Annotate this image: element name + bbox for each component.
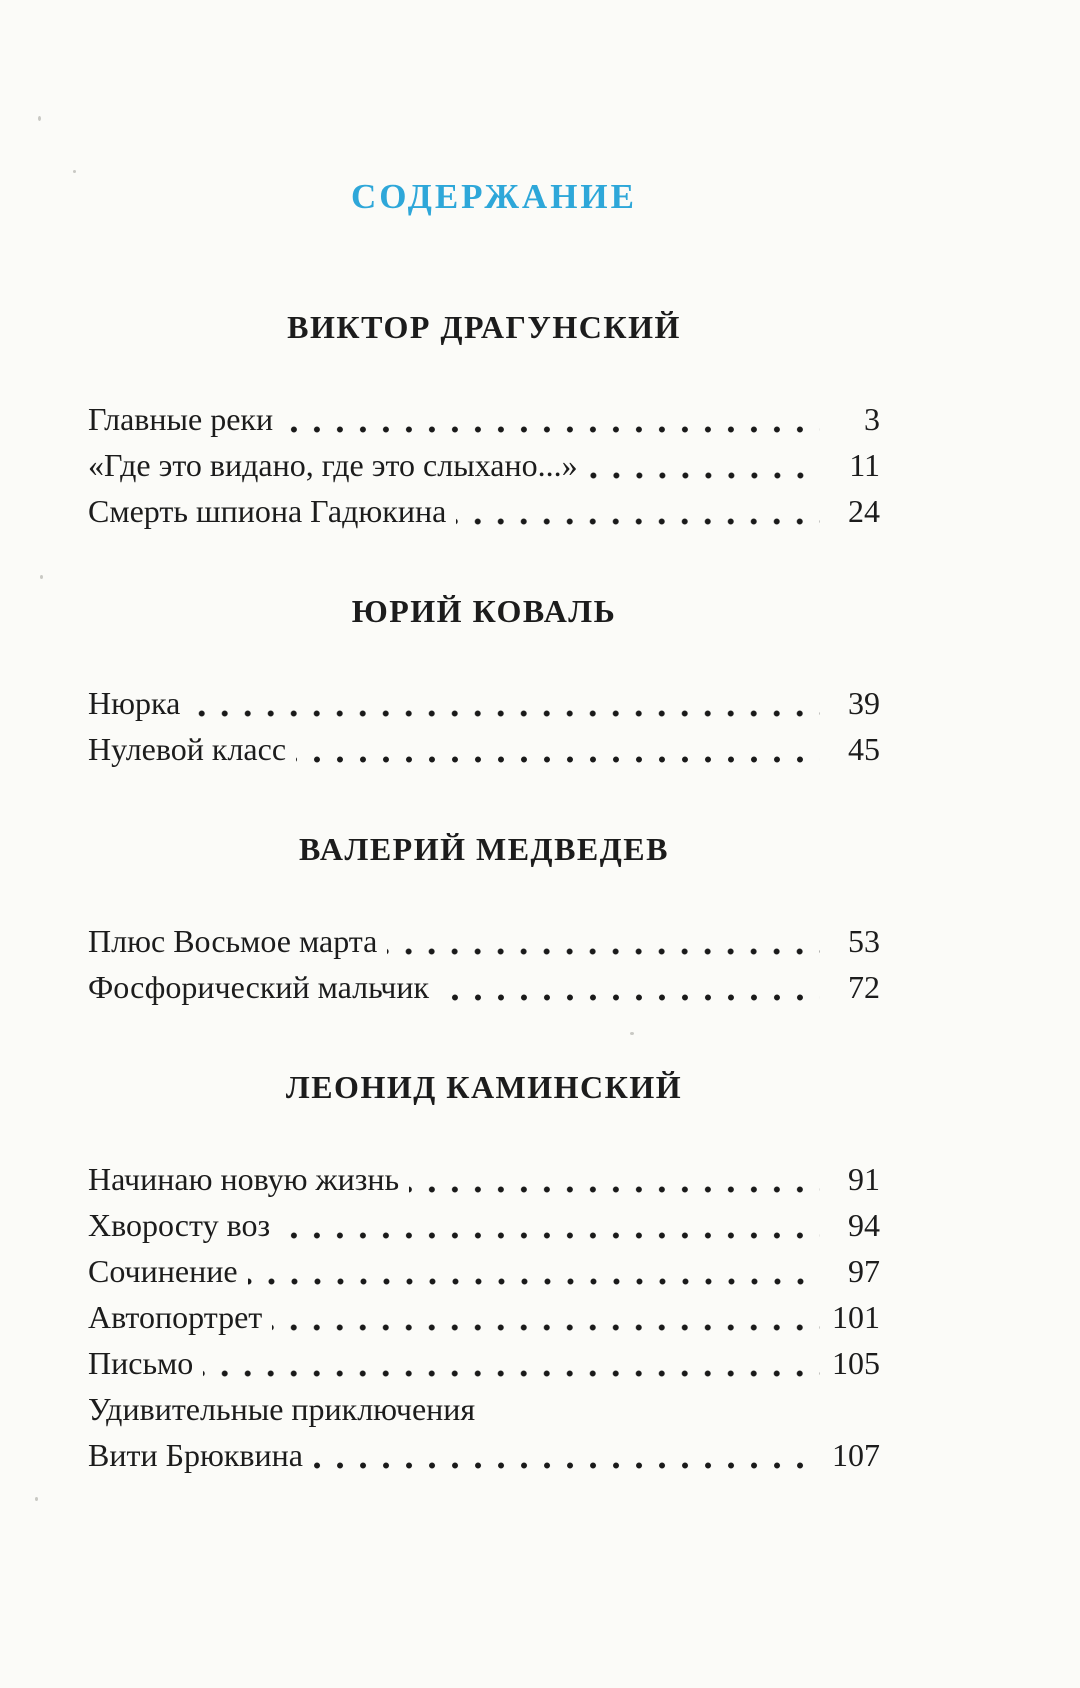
toc-entry-page: 105 (832, 1345, 880, 1381)
dot-leader (588, 472, 820, 479)
toc-entry-page: 107 (832, 1437, 880, 1473)
author-heading: ВИКТОР ДРАГУНСКИЙ (287, 309, 681, 345)
toc-entry (88, 1432, 880, 1478)
dot-leader (456, 518, 820, 525)
toc-entry (88, 1248, 880, 1294)
scan-speck (40, 575, 43, 579)
dot-leader (190, 710, 820, 717)
dot-leader (313, 1462, 820, 1469)
toc-entry-title: Хворосту воз (88, 1207, 271, 1243)
toc-entry (88, 726, 880, 772)
dot-leader (280, 1232, 820, 1239)
contents-title: СОДЕРЖАНИЕ (350, 177, 637, 216)
toc-entry (88, 1156, 880, 1202)
scan-speck (73, 170, 76, 173)
toc-entry-title: Автопортрет (88, 1299, 263, 1335)
scan-speck (38, 116, 41, 121)
section-dragunsky (88, 306, 880, 534)
author-heading: ВАЛЕРИЙ МЕДВЕДЕВ (299, 831, 669, 867)
toc-entry-page: 3 (864, 401, 880, 437)
toc-entry-title: Нюрка (88, 685, 181, 721)
dot-leader (439, 994, 820, 1001)
toc-entry (88, 964, 880, 1010)
toc-entry-title: Смерть шпиона Гадюкина (88, 493, 447, 529)
toc-entry-title: Фосфорический мальчик (88, 969, 430, 1005)
dot-leader (296, 756, 820, 763)
dot-leader (283, 426, 820, 433)
table-of-contents (88, 306, 880, 1478)
toc-entry-page: 72 (848, 969, 880, 1005)
dot-leader (387, 948, 820, 955)
toc-entry-page: 24 (848, 493, 880, 529)
toc-entry (88, 396, 880, 442)
section-kaminsky (88, 1066, 880, 1478)
scan-speck (35, 1497, 38, 1501)
toc-entry-two-line (88, 1386, 880, 1478)
toc-entry-page: 53 (848, 923, 880, 959)
toc-entry (88, 680, 880, 726)
toc-entry-page: 39 (848, 685, 880, 721)
toc-entry-title: Плюс Восьмое марта (88, 923, 378, 959)
toc-entry-page: 91 (848, 1161, 880, 1197)
section-koval (88, 590, 880, 772)
section-medvedev (88, 828, 880, 1010)
author-heading: ЮРИЙ КОВАЛЬ (351, 593, 617, 629)
toc-entry-title-line1: Удивительные приключения (88, 1391, 476, 1427)
dot-leader (203, 1370, 820, 1377)
toc-entry (88, 1202, 880, 1248)
toc-entry-page: 45 (848, 731, 880, 767)
dot-leader (248, 1278, 820, 1285)
toc-entry-page: 11 (849, 447, 880, 483)
dot-leader (409, 1186, 820, 1193)
dot-leader (272, 1324, 820, 1331)
toc-entry (88, 918, 880, 964)
author-heading: ЛЕОНИД КАМИНСКИЙ (285, 1069, 683, 1105)
toc-entry (88, 1340, 880, 1386)
toc-entry-title: Письмо (88, 1345, 194, 1381)
toc-entry-page: 97 (848, 1253, 880, 1289)
toc-entry (88, 442, 880, 488)
toc-entry-title: Сочинение (88, 1253, 238, 1289)
toc-entry (88, 1294, 880, 1340)
toc-entry-title: «Где это видано, где это слыхано...» (88, 447, 578, 483)
toc-entry-title: Нулевой класс (88, 731, 287, 767)
toc-entry-page: 101 (832, 1299, 880, 1335)
scan-speck (630, 1032, 634, 1035)
toc-entry (88, 488, 880, 534)
toc-entry-title: Главные реки (88, 401, 274, 437)
toc-entry-page: 94 (848, 1207, 880, 1243)
toc-entry-title-line2: Вити Брюквина (88, 1437, 303, 1473)
toc-entry-title: Начинаю новую жизнь (88, 1161, 400, 1197)
